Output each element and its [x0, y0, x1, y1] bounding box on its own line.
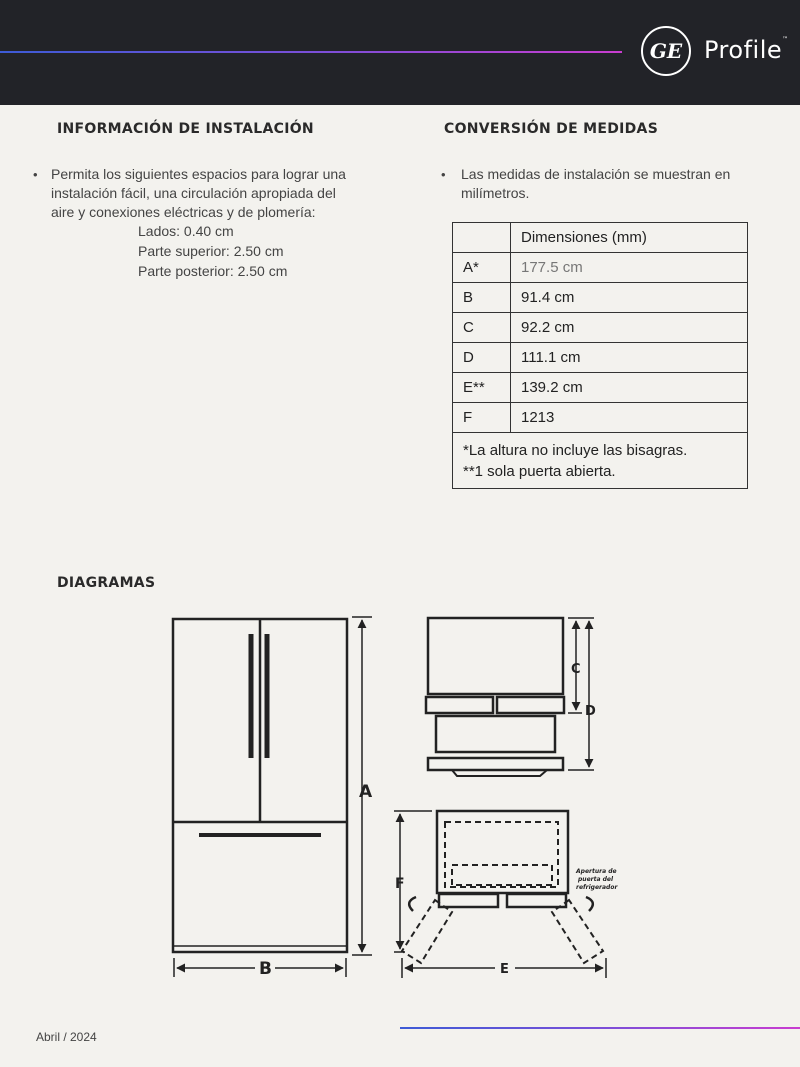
row-value: 111.1 cm [511, 343, 748, 373]
note-line: **1 sola puerta abierta. [463, 462, 616, 480]
note-line: *La altura no incluye las bisagras. [463, 441, 688, 459]
label-b: B [259, 959, 272, 979]
conversion-line: milímetros. [461, 185, 530, 201]
clearance-sides: Lados: 0.40 cm [138, 223, 234, 239]
label-f: F [395, 876, 405, 892]
brand-trademark: ™ [782, 36, 789, 43]
install-title: INFORMACIÓN DE INSTALACIÓN [57, 121, 314, 137]
row-value: 92.2 cm [511, 313, 748, 343]
install-line: instalación fácil, una circulación apropiada del [51, 185, 336, 201]
callout-line-3: refrigerador [576, 884, 618, 891]
label-c: C [571, 662, 581, 677]
row-label: F [453, 403, 511, 433]
label-d: D [585, 704, 596, 719]
install-bullet: • [33, 167, 38, 182]
row-label: D [453, 343, 511, 373]
row-label: C [453, 313, 511, 343]
row-value: 91.4 cm [511, 283, 748, 313]
conversion-title: CONVERSIÓN DE MEDIDAS [444, 121, 659, 137]
row-label: A* [453, 253, 511, 283]
footer-date: Abril / 2024 [36, 1030, 97, 1044]
top-view-upper [426, 618, 564, 776]
callout-line-1: Apertura de [576, 868, 617, 875]
row-label: E** [453, 373, 511, 403]
install-line: aire y conexiones eléctricas y de plomería: [51, 204, 316, 220]
front-view [173, 619, 347, 952]
label-e: E [500, 962, 509, 977]
conversion-line: Las medidas de instalación se muestran en [461, 166, 731, 182]
footer-accent-line [400, 1027, 800, 1029]
dim-c-d [568, 618, 594, 770]
row-value: 1213 [511, 403, 748, 433]
diagrams-title: DIAGRAMAS [57, 575, 156, 591]
ge-logo: GE [641, 26, 691, 76]
row-label: B [453, 283, 511, 313]
install-line: Permita los siguientes espacios para lograr una [51, 166, 346, 182]
clearance-back: Parte posterior: 2.50 cm [138, 263, 288, 279]
brand-text: Profile [704, 36, 783, 64]
dim-f-e [394, 811, 606, 978]
table-header-cell: Dimensiones (mm) [511, 223, 748, 253]
callout-line-2: puerta del [578, 876, 614, 883]
upper-box [428, 618, 563, 694]
top-view-open [402, 811, 603, 963]
row-value: 177.5 cm [511, 253, 748, 283]
label-a: A [359, 782, 373, 802]
row-value: 139.2 cm [511, 373, 748, 403]
open-box [437, 811, 568, 893]
conversion-bullet: • [441, 167, 446, 182]
clearance-top: Parte superior: 2.50 cm [138, 243, 284, 259]
